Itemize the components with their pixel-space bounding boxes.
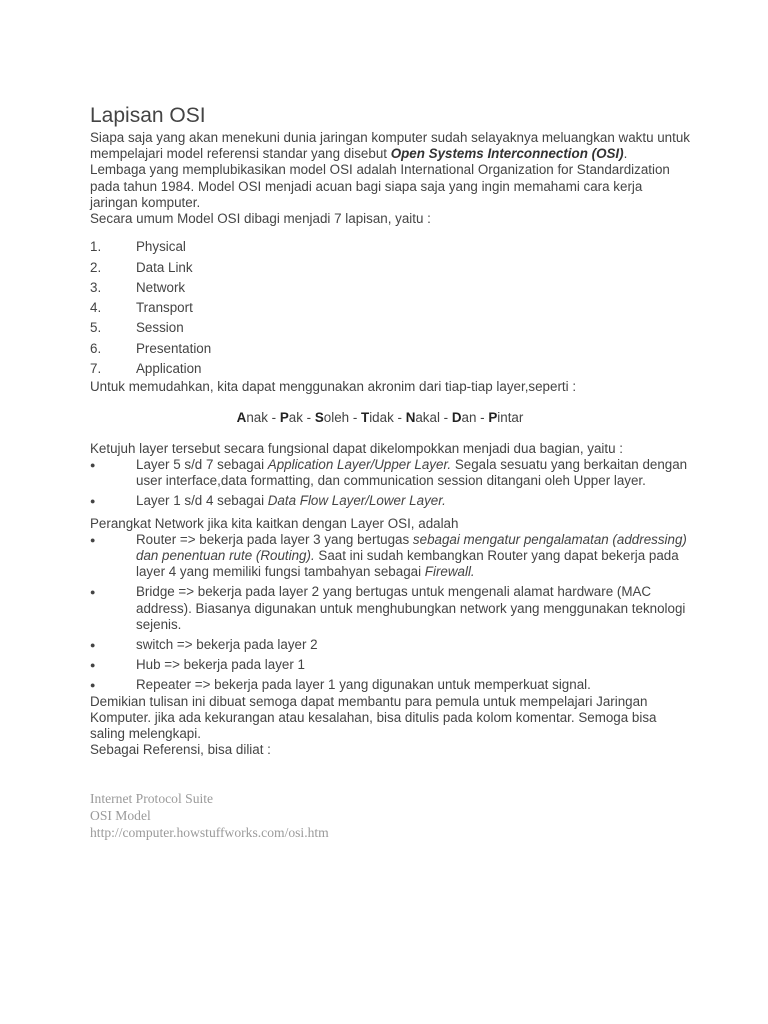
- list-number: 5.: [90, 320, 102, 336]
- acronym-sep: -: [349, 409, 362, 425]
- acronym-cap: S: [314, 409, 324, 425]
- reference-link[interactable]: http://computer.howstuffworks.com/osi.htm: [90, 825, 329, 841]
- list-item: [90, 278, 690, 298]
- group-list: [90, 457, 690, 510]
- group-text: Segala sesuatu yang berkaitan dengan user interface,data formatting, dan communication session ditangani oleh Upper layer.: [136, 456, 688, 489]
- page-title: Lapisan OSI: [90, 104, 206, 127]
- acronym-sep: -: [302, 409, 315, 425]
- group-term: Application Layer/Upper Layer.: [267, 456, 452, 472]
- intro-paragraph-3: Secara umum Model OSI dibagi menjadi 7 lapisan, yaitu :: [90, 211, 431, 227]
- osi-layer-list: [90, 237, 690, 379]
- list-number: 4.: [90, 300, 102, 316]
- bullet-icon: ●: [90, 660, 96, 671]
- layer-name: Presentation: [136, 340, 212, 356]
- list-item: [90, 237, 690, 257]
- list-item: [90, 457, 690, 489]
- acronym-cap: A: [236, 409, 247, 425]
- list-number: 6.: [90, 340, 102, 356]
- list-item: [90, 677, 690, 693]
- intro-text: Siapa saja yang akan menekuni dunia jaringan komputer sudah selayaknya meluangkan waktu untuk mempelajari model referensi standar yang disebut: [90, 130, 690, 162]
- document-page: [90, 100, 690, 841]
- acronym-sep: -: [476, 409, 489, 425]
- layer-name: Network: [136, 279, 186, 295]
- acronym-rest: an: [461, 409, 477, 425]
- layer-name: Transport: [136, 300, 193, 316]
- acronym-sep: -: [267, 409, 280, 425]
- list-item: [90, 359, 690, 379]
- list-item: [90, 657, 690, 673]
- acronym-rest: akal: [415, 409, 440, 425]
- bullet-icon: ●: [90, 534, 96, 545]
- device-term: Firewall.: [424, 564, 475, 580]
- bullet-icon: ●: [90, 639, 96, 650]
- acronym-cap: D: [451, 409, 462, 425]
- list-item: [90, 493, 690, 509]
- list-item: [90, 318, 690, 338]
- acronym-cap: T: [361, 409, 370, 425]
- groups-intro: Ketujuh layer tersebut secara fungsional dapat dikelompokkan menjadi dua bagian, yaitu :: [90, 440, 623, 456]
- acronym-rest: nak: [246, 409, 268, 425]
- device-text: Bridge => bekerja pada layer 2 yang bertugas untuk mengenali alamat hardware (MAC address). Biasanya digunakan untuk menghubungkan network yang menggunakan teknologi sejenis.: [136, 584, 686, 632]
- osi-term: Open Systems Interconnection (OSI): [390, 146, 624, 162]
- layer-name: Data Link: [136, 259, 193, 275]
- list-number: 7.: [90, 361, 102, 377]
- group-text: Layer 5 s/d 7 sebagai: [136, 456, 268, 472]
- list-item: [90, 532, 690, 581]
- list-item: [90, 637, 690, 653]
- acronym-rest: intar: [497, 409, 524, 425]
- list-number: 1.: [90, 239, 102, 255]
- list-number: 2.: [90, 259, 102, 275]
- device-text: switch => bekerja pada layer 2: [136, 636, 318, 652]
- references: [90, 790, 690, 841]
- intro-period: .: [623, 146, 628, 162]
- reference-link[interactable]: Internet Protocol Suite: [90, 791, 214, 807]
- device-list: [90, 532, 690, 694]
- bullet-icon: ●: [90, 587, 96, 598]
- layer-name: Application: [136, 361, 202, 377]
- device-text: Saat ini sudah kembangkan Router yang dapat bekerja pada layer 4 yang memiliki fungsi tambahyan sebagai: [136, 547, 679, 580]
- acronym-sep: -: [439, 409, 452, 425]
- device-term: sebagai mengatur pengalamatan (addressing) dan penentuan rute (Routing).: [136, 531, 687, 563]
- acronym-rest: ak: [288, 409, 303, 425]
- list-item: [90, 584, 690, 633]
- references-intro: Sebagai Referensi, bisa diliat :: [90, 742, 271, 758]
- acronym-cap: N: [405, 409, 416, 425]
- device-text: Repeater => bekerja pada layer 1 yang digunakan untuk memperkuat signal.: [136, 677, 591, 693]
- acronym-sep: -: [393, 409, 406, 425]
- acronym-rest: oleh: [323, 409, 350, 425]
- acronym-cap: P: [488, 409, 498, 425]
- list-item: [90, 339, 690, 359]
- acronym-line: [90, 410, 690, 426]
- acronym-rest: idak: [369, 409, 394, 425]
- list-number: 3.: [90, 279, 102, 295]
- list-item: [90, 258, 690, 278]
- group-text: Layer 1 s/d 4 sebagai: [136, 493, 268, 509]
- layer-name: Physical: [136, 239, 186, 255]
- intro-paragraph-2: Lembaga yang memplubikasikan model OSI adalah International Organization for Standardization pada tahun 1984. Model OSI menjadi acuan bagi siapa saja yang ingin memahami cara kerja jaringan komputer.: [90, 162, 670, 210]
- device-text: Hub => bekerja pada layer 1: [136, 657, 305, 673]
- list-item: [90, 298, 690, 318]
- bullet-icon: ●: [90, 680, 96, 691]
- closing-paragraph: Demikian tulisan ini dibuat semoga dapat membantu para pemula untuk mempelajari Jaringan Komputer. jika ada kekurangan atau kesalahan, bisa ditulis pada kolom komentar. Semoga bisa saling melengkapi.: [90, 693, 657, 741]
- acronym-cap: P: [279, 409, 289, 425]
- acronym-intro: Untuk memudahkan, kita dapat menggunakan akronim dari tiap-tiap layer,seperti :: [90, 379, 577, 395]
- bullet-icon: ●: [90, 496, 96, 507]
- bullet-icon: ●: [90, 459, 96, 470]
- device-text: Router => bekerja pada layer 3 yang bertugas: [136, 531, 413, 547]
- reference-link[interactable]: OSI Model: [90, 808, 151, 824]
- intro-paragraph-1: [90, 130, 690, 162]
- devices-intro: Perangkat Network jika kita kaitkan dengan Layer OSI, adalah: [90, 515, 459, 531]
- group-term: Data Flow Layer/Lower Layer.: [267, 493, 446, 509]
- layer-name: Session: [136, 320, 184, 336]
